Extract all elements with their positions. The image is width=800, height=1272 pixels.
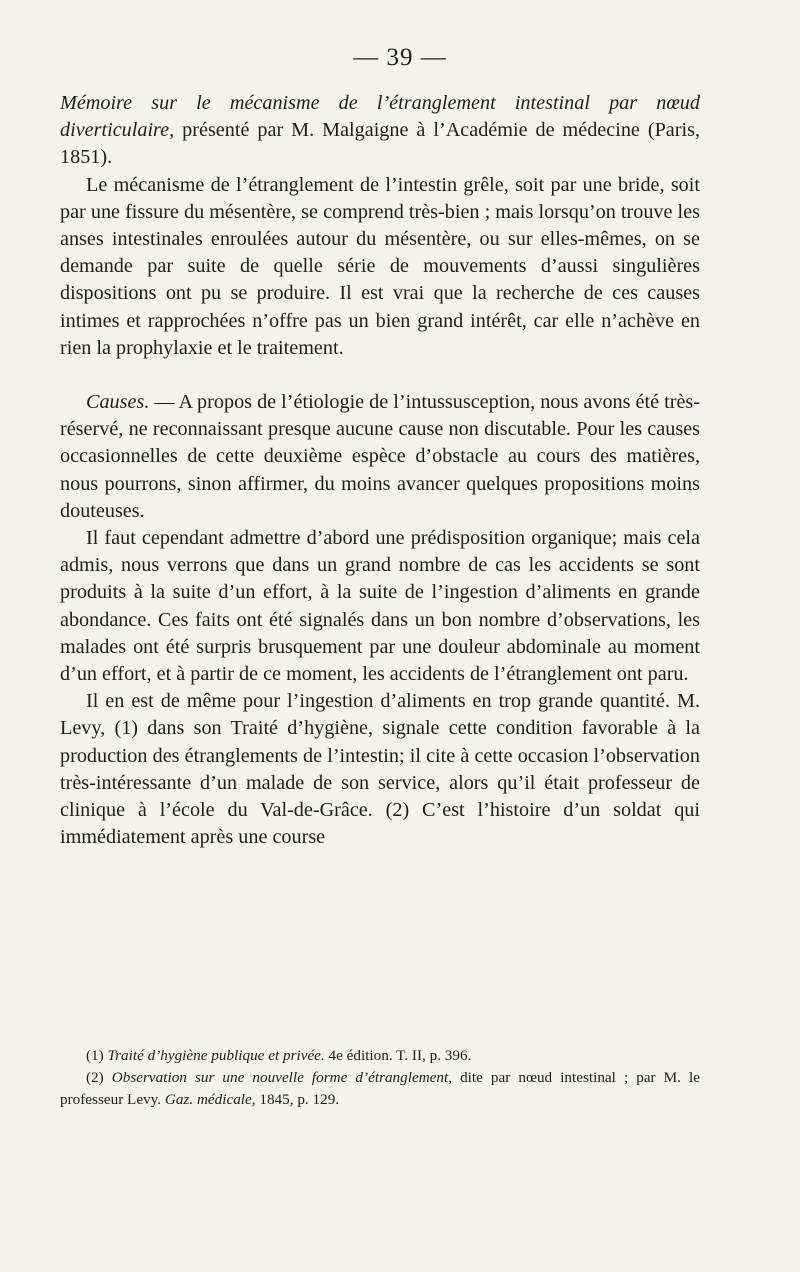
footnote-1-title: Traité d’hygiène publique et privée. xyxy=(107,1047,325,1064)
footnote-2-mark: (2) xyxy=(86,1069,104,1086)
memoir-details: présenté par M. Malgaigne à l’Académie de médecine (Paris, 1851). xyxy=(60,119,700,169)
paragraph-mechanism: Le mécanisme de l’étranglement de l’intestin grêle, soit par une bride, soit par une fissure du mésentère, se comprend très-bien ; mais lorsqu’on trouve les anses intestinales enroulées autour du mésentère, ou sur elles-mêmes, on se demande par suite de quelle série de mouvements d’aussi singulières dispositions ont pu se produire. Il est vrai que la recherche de ces causes intimes et rapprochées n’offre pas un bien grand intérêt, car elle n’achève en rien la prophylaxie et le traitement. xyxy=(60,173,700,359)
paragraph-causes xyxy=(60,389,700,525)
footnote-2-page: 1845, p. 129. xyxy=(255,1091,340,1108)
body-text xyxy=(60,90,700,851)
causes-text: — A propos de l’étiologie de l’intussusception, nous avons été très-réservé, ne reconnaissant presque aucune cause non discutable. Pour les causes occasionnelles de cette deuxième espèce d’obstacle au cours des matières, nous pourrons, sinon affirmer, du moins avancer quelques propositions moins douteuses. xyxy=(60,391,700,522)
paragraph-ingestion: Il en est de même pour l’ingestion d’aliments en trop grande quantité. M. Levy, (1) dans son Traité d’hygiène, signale cette condition favorable à la production des étranglements de l’intestin; il cite à cette occasion l’observation très-intéressante d’un malade de son service, alors qu’il était professeur de clinique à l’école du Val-de-Grâce. (2) C’est l’histoire d’un soldat qui immédiatement après une course xyxy=(60,690,700,849)
footnote-2-journal: Gaz. médicale, xyxy=(164,1091,256,1108)
footnotes xyxy=(60,1045,700,1111)
footnote-2 xyxy=(60,1067,700,1111)
section-label-causes: Causes. xyxy=(86,391,150,414)
paragraph-reference xyxy=(60,90,700,172)
footnote-1-mark: (1) xyxy=(86,1047,104,1064)
footnote-2-details: dite par nœud intestinal ; par M. le professeur Levy. xyxy=(60,1069,701,1108)
footnote-2-title: Observation sur une nouvelle forme d’étranglement, xyxy=(111,1069,453,1086)
footnote-1 xyxy=(60,1045,700,1067)
paragraph-predisposition: Il faut cependant admettre d’abord une prédisposition organique; mais cela admis, nous verrons que dans un grand nombre de cas les accidents se sont produits à la suite d’un effort, à la suite de l’ingestion d’aliments en grande abondance. Ces faits ont été signalés dans un bon nombre d’observations, les malades ont été surpris brusquement par une douleur abdominale au moment d’un effort, et à partir de ce moment, les accidents de l’étranglement ont paru. xyxy=(60,527,700,686)
footnote-1-details: 4e édition. T. II, p. 396. xyxy=(324,1047,472,1064)
page-number: — 39 — xyxy=(353,44,447,71)
memoir-title: Mémoire sur le mécanisme de l’étranglement intestinal par nœud diverticulaire, xyxy=(60,92,700,142)
